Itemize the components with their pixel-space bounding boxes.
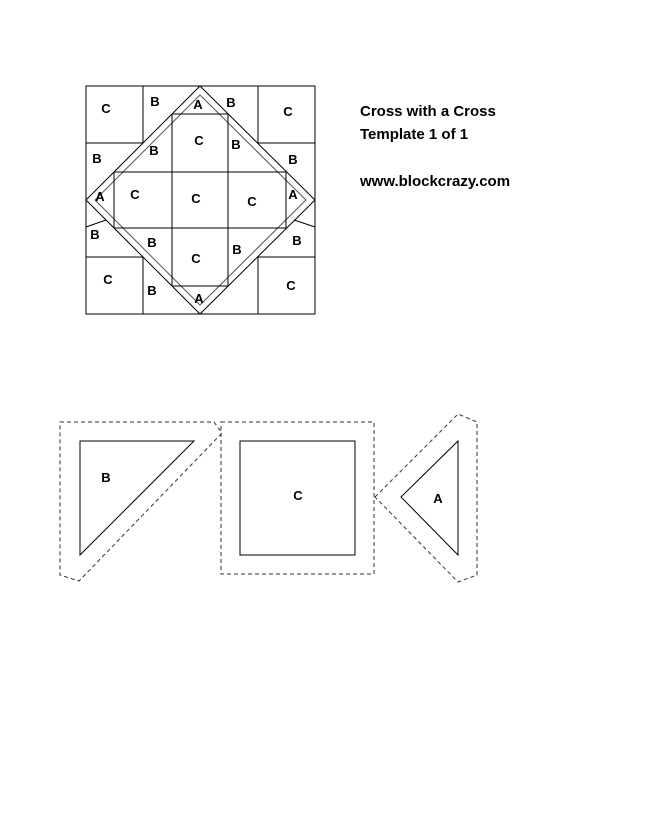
label-corner-c: C [101,101,111,116]
template-b [60,422,222,581]
seam-allowance-b [60,422,222,581]
template-a [375,414,477,582]
label-a: A [194,291,204,306]
label-cross-c: C [191,251,201,266]
label-a: A [193,97,203,112]
label-b: B [232,242,242,257]
label-corner-c: C [286,278,296,293]
label-b: B [149,143,159,158]
b-split-right [294,220,315,227]
label-b: B [226,95,236,110]
label-b: B [288,152,298,167]
cut-line-a [401,441,458,555]
website-url: www.blockcrazy.com [360,173,511,190]
template-label-c: C [293,488,303,503]
label-b: B [150,94,160,109]
label-cross-c: C [247,194,257,209]
corner-square-tl [86,86,143,143]
cut-line-b [80,441,194,555]
label-corner-c: C [283,104,293,119]
template-label-b: B [101,470,111,485]
template-c [221,422,374,574]
seam-allowance-a [375,414,477,582]
label-a: A [95,189,105,204]
b-split-left [86,220,106,227]
label-b: B [147,283,157,298]
label-b: B [90,227,100,242]
label-cross-c: C [194,133,204,148]
label-b: B [147,235,157,250]
label-a: A [288,187,298,202]
label-b: B [292,233,302,248]
corner-square-bl [86,257,143,314]
label-corner-c: C [103,272,113,287]
template-label-a: A [433,491,443,506]
label-cross-c: C [191,191,201,206]
block-diagram [86,86,315,314]
template-count: Template 1 of 1 [360,126,469,143]
label-cross-c: C [130,187,140,202]
label-b: B [231,137,241,152]
label-b: B [92,151,102,166]
pattern-title: Cross with a Cross [360,103,496,120]
